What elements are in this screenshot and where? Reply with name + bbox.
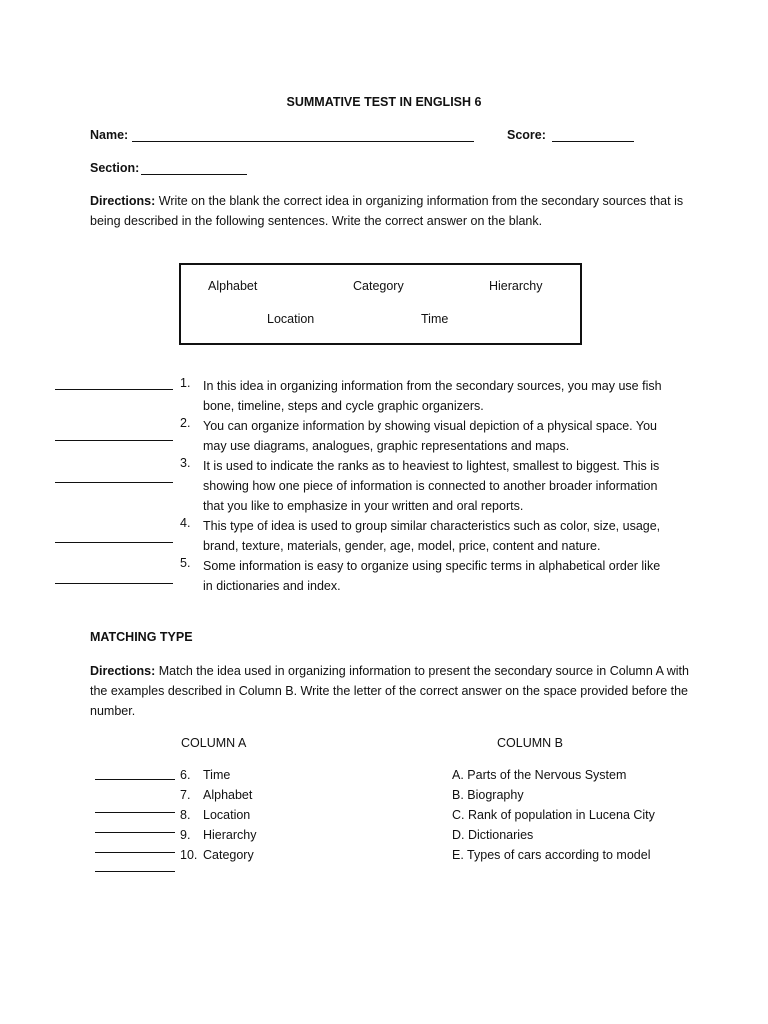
question-line: may use diagrams, analogues, graphic representations and maps. — [203, 439, 570, 453]
directions-paragraph — [90, 191, 690, 231]
question-line: bone, timeline, steps and cycle graphic organizers. — [203, 399, 484, 413]
match-number: 8. — [180, 808, 191, 822]
match-number: 6. — [180, 768, 191, 782]
question-line: In this idea in organizing information from the secondary sources, you may use fish — [203, 379, 662, 393]
match-item: Category — [203, 848, 254, 862]
question-line: brand, texture, materials, gender, age, model, price, content and nature. — [203, 539, 601, 553]
question-line: You can organize information by showing visual depiction of a physical space. You — [203, 419, 657, 433]
matching-directions-paragraph — [90, 661, 690, 721]
match-blank-6[interactable] — [95, 779, 175, 780]
column-b-item: B. Biography — [452, 788, 524, 802]
directions-text: Write on the blank the correct idea in organizing information from the secondary sources that is being described in the following sentences. Write the correct answer on the blank. — [90, 194, 684, 228]
question-line: This type of idea is used to group similar characteristics such as color, size, usage, — [203, 519, 661, 533]
column-b-item: E. Types of cars according to model — [452, 848, 651, 862]
match-item: Location — [203, 808, 251, 822]
match-item: Hierarchy — [203, 828, 257, 842]
score-label: Score: — [507, 128, 546, 142]
page-title: SUMMATIVE TEST IN ENGLISH 6 — [286, 95, 482, 109]
column-b-item: C. Rank of population in Lucena City — [452, 808, 655, 822]
match-item: Time — [203, 768, 231, 782]
answer-blank-1[interactable] — [55, 389, 173, 390]
match-number: 9. — [180, 828, 191, 842]
question-text — [203, 416, 683, 456]
question-number: 5. — [180, 556, 191, 570]
question-line: Some information is easy to organize using specific terms in alphabetical order like — [203, 559, 661, 573]
question-number: 3. — [180, 456, 191, 470]
name-label: Name: — [90, 128, 129, 142]
match-blank-10[interactable] — [95, 871, 175, 872]
question-text — [203, 516, 683, 556]
answer-blank-5[interactable] — [55, 583, 173, 584]
word-bank-box — [179, 263, 582, 345]
answer-blank-2[interactable] — [55, 440, 173, 441]
question-line: showing how one piece of information is connected to another broader information — [203, 479, 658, 493]
matching-directions-text: Match the idea used in organizing information to present the secondary source in Column A with the examples described in Column B. Write the letter of the correct answer on the space provided before the number. — [90, 664, 689, 718]
question-text — [203, 376, 683, 416]
question-text — [203, 456, 683, 516]
score-blank[interactable] — [552, 141, 634, 142]
answer-blank-4[interactable] — [55, 542, 173, 543]
section-blank[interactable] — [141, 174, 247, 175]
section-label: Section: — [90, 161, 140, 175]
word-bank-item: Hierarchy — [489, 279, 543, 293]
match-blank-8[interactable] — [95, 832, 175, 833]
question-line: in dictionaries and index. — [203, 579, 341, 593]
match-number: 7. — [180, 788, 191, 802]
word-bank-item: Category — [353, 279, 404, 293]
word-bank-item: Location — [267, 312, 315, 326]
column-b-title: COLUMN B — [497, 736, 563, 750]
match-blank-9[interactable] — [95, 852, 175, 853]
match-item: Alphabet — [203, 788, 253, 802]
word-bank-item: Time — [421, 312, 449, 326]
column-b-item: A. Parts of the Nervous System — [452, 768, 627, 782]
question-text — [203, 556, 683, 596]
matching-directions-label: Directions: — [90, 664, 156, 678]
directions-label: Directions: — [90, 194, 156, 208]
question-number: 4. — [180, 516, 191, 530]
match-number: 10. — [180, 848, 198, 862]
column-a-title: COLUMN A — [181, 736, 247, 750]
question-number: 2. — [180, 416, 191, 430]
answer-blank-3[interactable] — [55, 482, 173, 483]
column-b-item: D. Dictionaries — [452, 828, 534, 842]
name-blank[interactable] — [132, 141, 474, 142]
question-number: 1. — [180, 376, 191, 390]
question-line: that you like to emphasize in your written and oral reports. — [203, 499, 524, 513]
matching-heading: MATCHING TYPE — [90, 630, 193, 644]
question-line: It is used to indicate the ranks as to heaviest to lightest, smallest to biggest. This is — [203, 459, 660, 473]
word-bank-item: Alphabet — [208, 279, 258, 293]
match-blank-7[interactable] — [95, 812, 175, 813]
